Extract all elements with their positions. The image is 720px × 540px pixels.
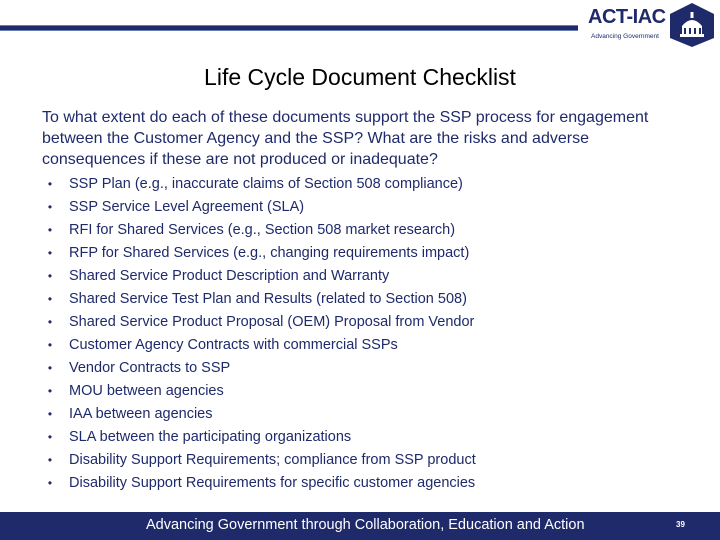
bullet-icon: • [47,407,53,421]
bullet-icon: • [47,200,53,214]
document-label: IAA between agencies [69,406,213,422]
bullet-icon: • [47,223,53,237]
document-label: Vendor Contracts to SSP [69,360,231,376]
document-label: SSP Plan (e.g., inaccurate claims of Section 508 compliance) [69,176,463,192]
slide-title: Life Cycle Document Checklist [204,64,516,90]
bullet-icon: • [47,177,53,191]
header-rule [0,25,578,31]
document-label: MOU between agencies [69,383,224,399]
document-label: RFI for Shared Services (e.g., Section 508 market research) [69,222,456,238]
bullet-icon: • [47,246,53,260]
document-label: Customer Agency Contracts with commercial SSPs [69,337,398,353]
discussion-prompt: To what extent do each of these documents support the SSP process for engagement between the Customer Agency and the SSP? What are the risks and adverse consequences if these are not produced or inadequate? [42,109,649,168]
bullet-icon: • [47,361,53,375]
bullet-icon: • [47,338,53,352]
logo-tagline: Advancing Government [591,33,659,40]
bullet-icon: • [47,292,53,306]
document-label: Disability Support Requirements; compliance from SSP product [69,452,476,468]
document-label: Shared Service Test Plan and Results (related to Section 508) [69,291,467,307]
bullet-icon: • [47,269,53,283]
page-number: 39 [676,520,685,529]
capitol-dome-icon [668,2,716,48]
bullet-icon: • [47,453,53,467]
act-iac-logo [588,2,718,48]
document-label: RFP for Shared Services (e.g., changing requirements impact) [69,245,470,261]
document-label: Disability Support Requirements for specific customer agencies [69,475,476,491]
bullet-icon: • [47,315,53,329]
bullet-icon: • [47,384,53,398]
document-label: Shared Service Product Proposal (OEM) Proposal from Vendor [69,314,475,330]
footer-bar [0,512,720,540]
document-label: SLA between the participating organizations [69,429,352,445]
document-label: SSP Service Level Agreement (SLA) [69,199,305,215]
document-label: Shared Service Product Description and Warranty [69,268,390,284]
bullet-icon: • [47,430,53,444]
footer-tagline: Advancing Government through Collaboration, Education and Action [146,517,585,533]
logo-wordmark: ACT-IAC [588,6,666,28]
bullet-icon: • [47,476,53,490]
